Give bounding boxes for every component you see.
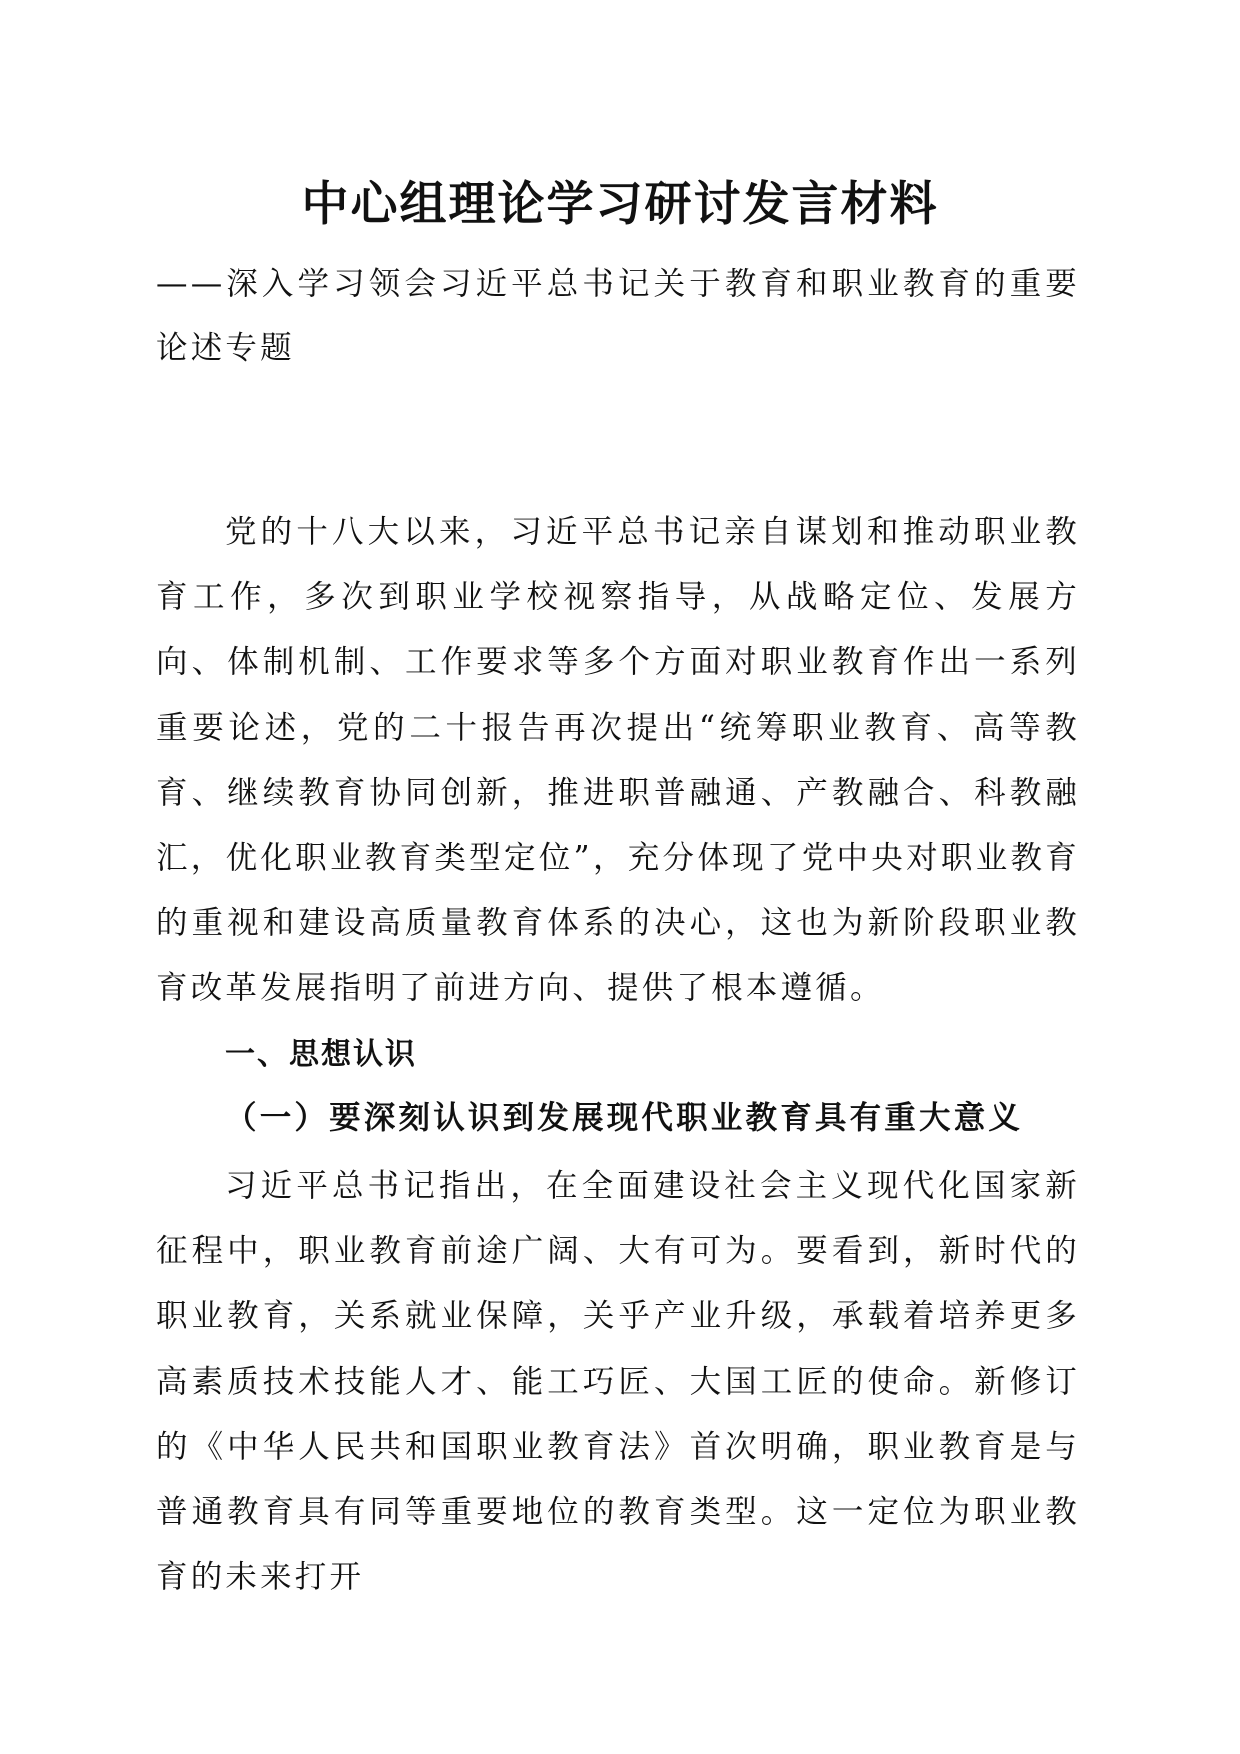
- body-paragraph-2: 习近平总书记指出，在全面建设社会主义现代化国家新征程中，职业教育前途广阔、大有可为。要看到，新时代的职业教育，关系就业保障，关乎产业升级，承载着培养更多高素质技术技能人才、能工巧匠、大国工匠的使命。新修订的《中华人民共和国职业教育法》首次明确，职业教育是与普通教育具有同等重要地位的教育类型。这一定位为职业教育的未来打开: [156, 1168, 1080, 1596]
- document-title: 中心组理论学习研讨发言材料: [301, 177, 939, 232]
- body-paragraph-1: 党的十八大以来，习近平总书记亲自谋划和推动职业教育工作，多次到职业学校视察指导，从战略定位、发展方向、体制机制、工作要求等多个方面对职业教育作出一系列重要论述，党的二十报告再次提出“统筹职业教育、高等教育、继续教育协同创新，推进职普融通、产教融合、科教融汇，优化职业教育类型定位”，充分体现了党中央对职业教育的重视和建设高质量教育体系的决心，这也为新阶段职业教育改革发展指明了前进方向、提供了根本遵循。: [156, 514, 1080, 1007]
- document-subtitle: ——深入学习领会习近平总书记关于教育和职业教育的重要论述专题: [156, 266, 1080, 366]
- section-heading: 一、思想认识: [225, 1037, 417, 1072]
- subsection-heading: （一）要深刻认识到发展现代职业教育具有重大意义: [225, 1099, 1024, 1136]
